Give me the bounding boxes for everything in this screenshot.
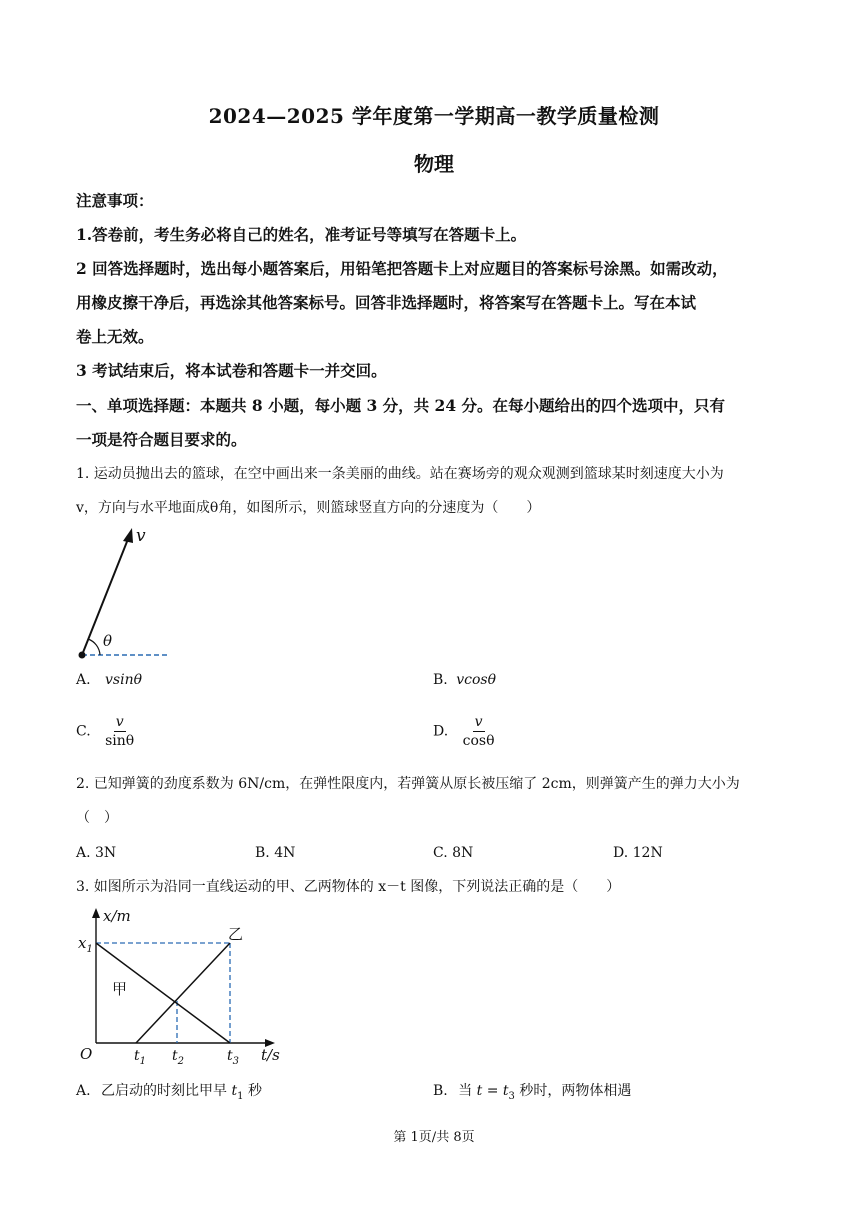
q1-option-c-fraction bbox=[105, 713, 134, 750]
theta-label: θ bbox=[103, 632, 113, 650]
theta-angle-arc bbox=[88, 639, 100, 655]
notes-item-2-line-3: 卷上无效。 bbox=[76, 327, 154, 346]
q1-option-a-text: vsinθ bbox=[105, 672, 143, 688]
notes-item-2-line-2: 用橡皮擦干净后，再选涂其他答案标号。回答非选择题时，将答案写在答题卡上。写在本试 bbox=[76, 293, 697, 312]
velocity-label: v bbox=[136, 526, 146, 546]
t2-tick-label: $t_2$ bbox=[172, 1048, 185, 1067]
q1-option-a-label: A. bbox=[76, 672, 91, 688]
q2-stem-line-2: （ ） bbox=[76, 810, 118, 826]
q3-option-b-var: t = t bbox=[476, 1083, 509, 1099]
q1-option-b-text: vcosθ bbox=[456, 672, 496, 688]
q3-option-a[interactable] bbox=[76, 1080, 262, 1102]
notes-item-1: 1.答卷前，考生务必将自己的姓名，准考证号等填写在答题卡上。 bbox=[76, 225, 527, 244]
q3-xt-graph bbox=[72, 903, 292, 1068]
q2-option-d[interactable]: D. 12N bbox=[613, 845, 663, 861]
q1-velocity-figure bbox=[70, 522, 180, 664]
t3-tick-label: $t_3$ bbox=[227, 1048, 240, 1067]
origin-label: O bbox=[80, 1045, 93, 1063]
y-axis-label: x/m bbox=[103, 907, 131, 925]
q2-option-b[interactable]: B. 4N bbox=[255, 845, 296, 861]
q3-option-a-sub: 1 bbox=[237, 1090, 244, 1102]
q2-option-a[interactable]: A. 3N bbox=[76, 845, 117, 861]
q3-option-b-tail: 秒时，两物体相遇 bbox=[519, 1083, 632, 1099]
q1-option-c[interactable] bbox=[76, 713, 134, 750]
t1-tick-label: $t_1$ bbox=[134, 1048, 147, 1067]
q1-option-d-label: D. bbox=[433, 723, 449, 740]
series-yi-label: 乙 bbox=[228, 925, 244, 943]
section-1-line-2: 一项是符合题目要求的。 bbox=[76, 430, 247, 449]
q1-option-d-fraction bbox=[463, 713, 495, 750]
q1-option-b-label: B. bbox=[433, 672, 448, 688]
q1-option-d-denominator: cosθ bbox=[462, 733, 495, 749]
q3-stem-line-1: 3. 如图所示为沿同一直线运动的甲、乙两物体的 x－t 图像，下列说法正确的是（ ） bbox=[76, 879, 621, 895]
q1-stem-line-2: v，方向与水平地面成θ角，如图所示，则篮球竖直方向的分速度为（ ） bbox=[76, 500, 541, 516]
q1-option-c-numerator: v bbox=[115, 714, 124, 730]
page-title: 2024—2025 学年度第一学期高一教学质量检测 bbox=[208, 104, 660, 128]
q3-option-b-text: 当 bbox=[458, 1083, 473, 1099]
q2-option-c[interactable]: C. 8N bbox=[433, 845, 474, 861]
notes-heading: 注意事项： bbox=[76, 191, 154, 210]
section-1-line-1: 一、单项选择题：本题共 8 小题，每小题 3 分，共 24 分。在每小题给出的四个选项中，只有 bbox=[76, 396, 726, 415]
q1-option-b[interactable] bbox=[433, 672, 496, 688]
q3-option-a-tail: 秒 bbox=[247, 1083, 262, 1099]
q3-option-a-var: t bbox=[231, 1083, 238, 1099]
x1-tick-label: $x_1$ bbox=[78, 934, 93, 955]
y-axis-arrow bbox=[92, 908, 100, 918]
notes-item-2-line-1: 2 回答选择题时，选出每小题答案后，用铅笔把答题卡上对应题目的答案标号涂黑。如需改动， bbox=[76, 259, 728, 278]
q3-option-b-label: B. bbox=[433, 1083, 448, 1099]
q1-stem-line-1: 1. 运动员抛出去的篮球，在空中画出来一条美丽的曲线。站在赛场旁的观众观测到篮球某时刻速度大小为 bbox=[76, 466, 724, 482]
q1-option-a[interactable] bbox=[76, 672, 142, 688]
subject-title: 物理 bbox=[414, 152, 454, 176]
q3-option-a-text: 乙启动的时刻比甲早 bbox=[101, 1083, 228, 1099]
q2-stem-line-1: 2. 已知弹簧的劲度系数为 6N/cm，在弹性限度内，若弹簧从原长被压缩了 2cm，则弹簧产生的弹力大小为 bbox=[76, 776, 740, 792]
notes-item-3: 3 考试结束后，将本试卷和答题卡一并交回。 bbox=[76, 361, 387, 380]
velocity-arrowhead bbox=[123, 528, 133, 543]
q1-option-c-label: C. bbox=[76, 723, 91, 740]
q3-option-b-sub: 3 bbox=[508, 1090, 515, 1102]
x-axis-label: t/s bbox=[261, 1046, 280, 1064]
series-yi-line bbox=[136, 943, 230, 1043]
series-jia-label: 甲 bbox=[112, 980, 128, 998]
q1-option-d[interactable] bbox=[433, 713, 495, 750]
page-footer: 第 1页/共 8页 bbox=[393, 1130, 475, 1145]
q1-option-d-numerator: v bbox=[474, 714, 483, 730]
launch-point bbox=[79, 652, 86, 659]
q3-option-b[interactable] bbox=[433, 1080, 631, 1102]
q1-option-c-denominator: sinθ bbox=[105, 733, 135, 749]
q3-option-a-label: A. bbox=[76, 1083, 91, 1099]
